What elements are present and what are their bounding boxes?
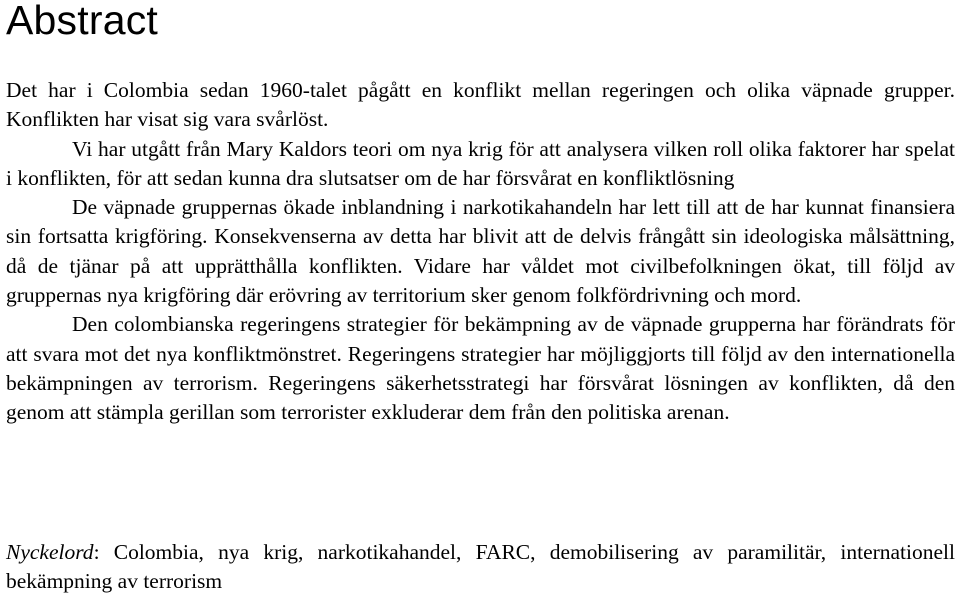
keywords-text: Colombia, nya krig, narkotikahandel, FARC, demobilisering av paramilitär, internationell bekämpning av terrorism xyxy=(6,540,955,594)
keywords-separator: : xyxy=(93,540,114,564)
paragraph-narcotics: De väpnade gruppernas ökade inblandning i narkotikahandeln har lett till att de har kunnat finansiera sin fortsatta krigföring. Konsekvenserna av detta har blivit att de delvis frångått sin ideologiska målsättning, då de tjänar på att upprätthålla konflikten. Vidare har våldet mot civilbefolkningen ökat, till följd av gruppernas nya krigföring där erövring av territorium sker genom folkfördrivning och mord. xyxy=(6,195,955,308)
keywords-line xyxy=(6,538,955,597)
paragraph-theory: Vi har utgått från Mary Kaldors teori om nya krig för att analysera vilken roll olika faktorer har spelat i konflikten, för att sedan kunna dra slutsatser om de har försvårat en konfliktlösning xyxy=(6,136,955,190)
page-title: Abstract xyxy=(6,0,158,43)
keywords-label: Nyckelord xyxy=(6,540,94,564)
paragraph-government: Den colombianska regeringens strategier för bekämpning av de väpnade grupperna har förändrats för att svara mot det nya konfliktmönstret. Regeringens strategier har möjliggjorts till följd av den internationella bekämpningen av terrorism. Regeringens säkerhetsstrategi har försvårat lösningen av konflikten, då den genom att stämpla gerillan som terrorister exkluderar dem från den politiska arenan. xyxy=(6,312,955,425)
abstract-body xyxy=(6,76,955,428)
paragraph-intro: Det har i Colombia sedan 1960-talet pågått en konflikt mellan regeringen och olika väpnade grupper. Konflikten har visat sig vara svårlöst. xyxy=(6,78,955,132)
